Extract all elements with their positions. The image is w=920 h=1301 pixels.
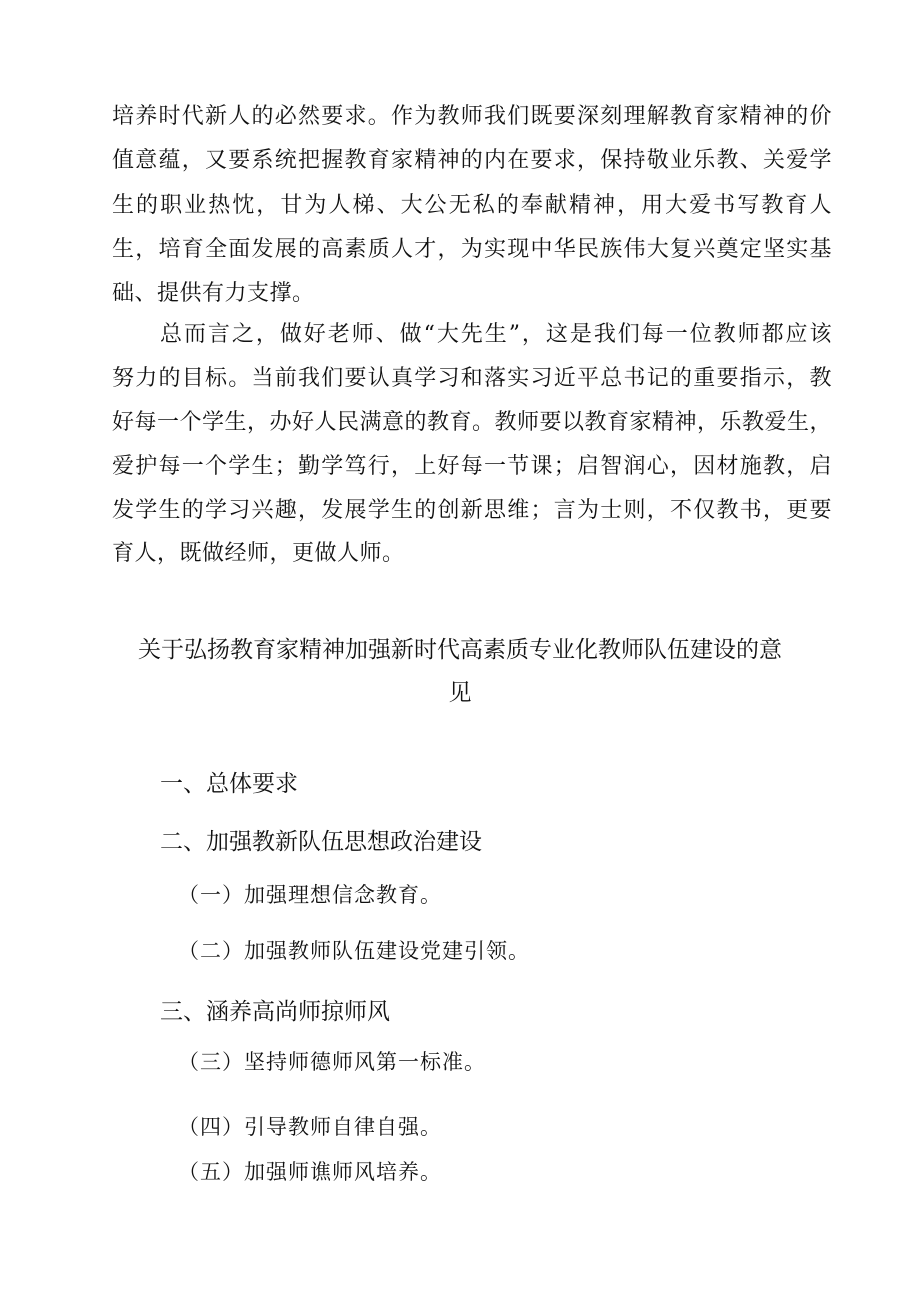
section-heading-2: 二、加强教新队伍思想政治建设	[160, 829, 482, 855]
outline-item-1: （一）加强理想信念教育。	[178, 883, 442, 907]
outline-item-5: （五）加强师谯师风培养。	[178, 1160, 442, 1184]
title-line-2: 见	[448, 680, 472, 706]
paragraph-1-line-1: 培养时代新人的必然要求。作为教师我们既要深刻理解教育家精神的价	[112, 104, 832, 129]
outline-item-3: （三）坚持师德师风第一标准。	[178, 1050, 486, 1074]
paragraph-2-line-3: 好每一个学生，办好人民满意的教育。教师要以教育家精神，乐教爱生，	[112, 410, 833, 435]
paragraph-2-line-1: 总而言之，做好老师、做“大先生”，这是我们每一位教师都应该	[160, 322, 832, 347]
paragraph-2-line-2: 努力的目标。当前我们要认真学习和落实习近平总书记的重要指示，教	[112, 366, 832, 391]
outline-item-2: （二）加强教师队伍建设党建引领。	[178, 939, 530, 963]
paragraph-1-line-2: 值意蕴，又要系统把握教育家精神的内在要求，保持敬业乐教、关爱学	[112, 148, 832, 173]
paragraph-2-line-6: 育人，既做经师，更做人师。	[112, 541, 405, 566]
title-line-1: 关于弘扬教育家精神加强新时代高素质专业化教师队伍建设的意	[138, 637, 782, 663]
section-heading-1: 一、总体要求	[160, 771, 298, 797]
outline-item-4: （四）引导教师自律自强。	[178, 1115, 442, 1139]
section-heading-3: 三、涵养高尚师掠师风	[160, 999, 390, 1025]
paragraph-1-line-5: 础、提供有力支撑。	[112, 281, 315, 306]
paragraph-1-line-3: 生的职业热忱，甘为人梯、大公无私的奉献精神，用大爱书写教育人	[112, 193, 832, 218]
paragraph-2-line-4: 爱护每一个学生；勤学笃行，上好每一节课；启智润心，因材施教，启	[112, 454, 832, 479]
paragraph-1-line-4: 生，培育全面发展的高素质人才，为实现中华民族伟大复兴奠定坚实基	[112, 237, 832, 262]
paragraph-2-line-5: 发学生的学习兴趣，发展学生的创新思维；言为士则，不仅教书，更要	[112, 498, 832, 523]
